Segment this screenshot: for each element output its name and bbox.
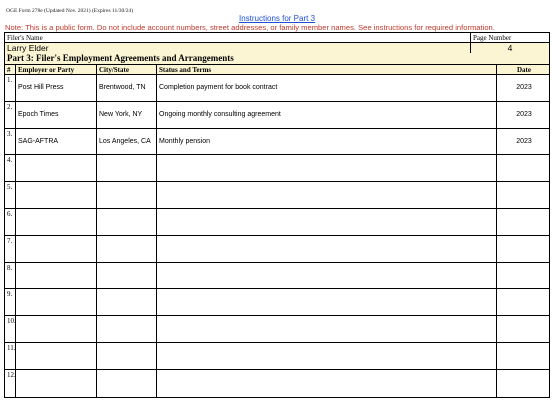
date-cell[interactable] (497, 370, 549, 397)
employer-cell[interactable] (16, 263, 97, 290)
row-number: 7. (5, 236, 16, 263)
city-state-cell[interactable] (97, 182, 157, 209)
status-terms-cell[interactable]: Ongoing monthly consulting agreement (157, 102, 497, 129)
row-number: 10. (5, 316, 16, 343)
row-number: 9. (5, 289, 16, 316)
status-terms-cell[interactable] (157, 155, 497, 182)
date-cell[interactable] (497, 343, 549, 370)
column-header-date: Date (497, 65, 549, 75)
employer-cell[interactable]: Post Hill Press (16, 75, 97, 102)
instructions-link[interactable]: Instructions for Part 3 (238, 14, 316, 23)
filer-header (4, 32, 550, 55)
filer-name-label: Filer's Name (5, 33, 471, 42)
status-terms-cell[interactable] (157, 209, 497, 236)
city-state-cell[interactable] (97, 155, 157, 182)
employer-cell[interactable] (16, 289, 97, 316)
status-terms-cell[interactable]: Monthly pension (157, 129, 497, 156)
status-terms-cell[interactable] (157, 182, 497, 209)
status-terms-cell[interactable] (157, 289, 497, 316)
column-header-employer: Employer or Party (16, 65, 97, 75)
employment-agreements-table (4, 53, 550, 398)
date-cell[interactable] (497, 236, 549, 263)
city-state-cell[interactable] (97, 343, 157, 370)
date-cell[interactable] (497, 155, 549, 182)
part-title: Part 3: Filer's Employment Agreements and Arrangements (5, 53, 549, 65)
employer-cell[interactable]: Epoch Times (16, 102, 97, 129)
privacy-note: Note: This is a public form. Do not include account numbers, street addresses, or family member names. See instructions for required information. (5, 23, 495, 32)
column-header-status: Status and Terms (157, 65, 497, 75)
employer-cell[interactable] (16, 155, 97, 182)
row-number: 5. (5, 182, 16, 209)
status-terms-cell[interactable] (157, 316, 497, 343)
page-number-label: Page Number (473, 34, 512, 42)
city-state-cell[interactable]: Brentwood, TN (97, 75, 157, 102)
row-number: 3. (5, 129, 16, 156)
date-cell[interactable]: 2023 (497, 75, 549, 102)
date-cell[interactable] (497, 263, 549, 290)
employer-cell[interactable]: SAG-AFTRA (16, 129, 97, 156)
row-number: 11. (5, 343, 16, 370)
date-cell[interactable] (497, 209, 549, 236)
employer-cell[interactable] (16, 209, 97, 236)
page-number-field[interactable]: 4 (507, 43, 513, 53)
status-terms-cell[interactable] (157, 263, 497, 290)
table-grid (5, 65, 549, 397)
city-state-cell[interactable] (97, 236, 157, 263)
city-state-cell[interactable] (97, 209, 157, 236)
status-terms-cell[interactable] (157, 370, 497, 397)
city-state-cell[interactable] (97, 316, 157, 343)
row-number: 12. (5, 370, 16, 397)
column-header-num: # (5, 65, 16, 75)
form-id: OGE Form 278e (Updated Nov. 2021) (Expires 11/30/24) (6, 8, 134, 14)
city-state-cell[interactable] (97, 263, 157, 290)
row-number: 6. (5, 209, 16, 236)
date-cell[interactable] (497, 182, 549, 209)
employer-cell[interactable] (16, 316, 97, 343)
row-number: 4. (5, 155, 16, 182)
date-cell[interactable] (497, 289, 549, 316)
date-cell[interactable] (497, 316, 549, 343)
filer-name-field[interactable]: Larry Elder (5, 43, 471, 54)
city-state-cell[interactable] (97, 370, 157, 397)
column-header-city: City/State (97, 65, 157, 75)
status-terms-cell[interactable]: Completion payment for book contract (157, 75, 497, 102)
date-cell[interactable]: 2023 (497, 102, 549, 129)
row-number: 8. (5, 263, 16, 290)
status-terms-cell[interactable] (157, 343, 497, 370)
city-state-cell[interactable]: New York, NY (97, 102, 157, 129)
status-terms-cell[interactable] (157, 236, 497, 263)
employer-cell[interactable] (16, 236, 97, 263)
row-number: 2. (5, 102, 16, 129)
employer-cell[interactable] (16, 182, 97, 209)
employer-cell[interactable] (16, 343, 97, 370)
city-state-cell[interactable]: Los Angeles, CA (97, 129, 157, 156)
date-cell[interactable]: 2023 (497, 129, 549, 156)
city-state-cell[interactable] (97, 289, 157, 316)
employer-cell[interactable] (16, 370, 97, 397)
row-number: 1. (5, 75, 16, 102)
